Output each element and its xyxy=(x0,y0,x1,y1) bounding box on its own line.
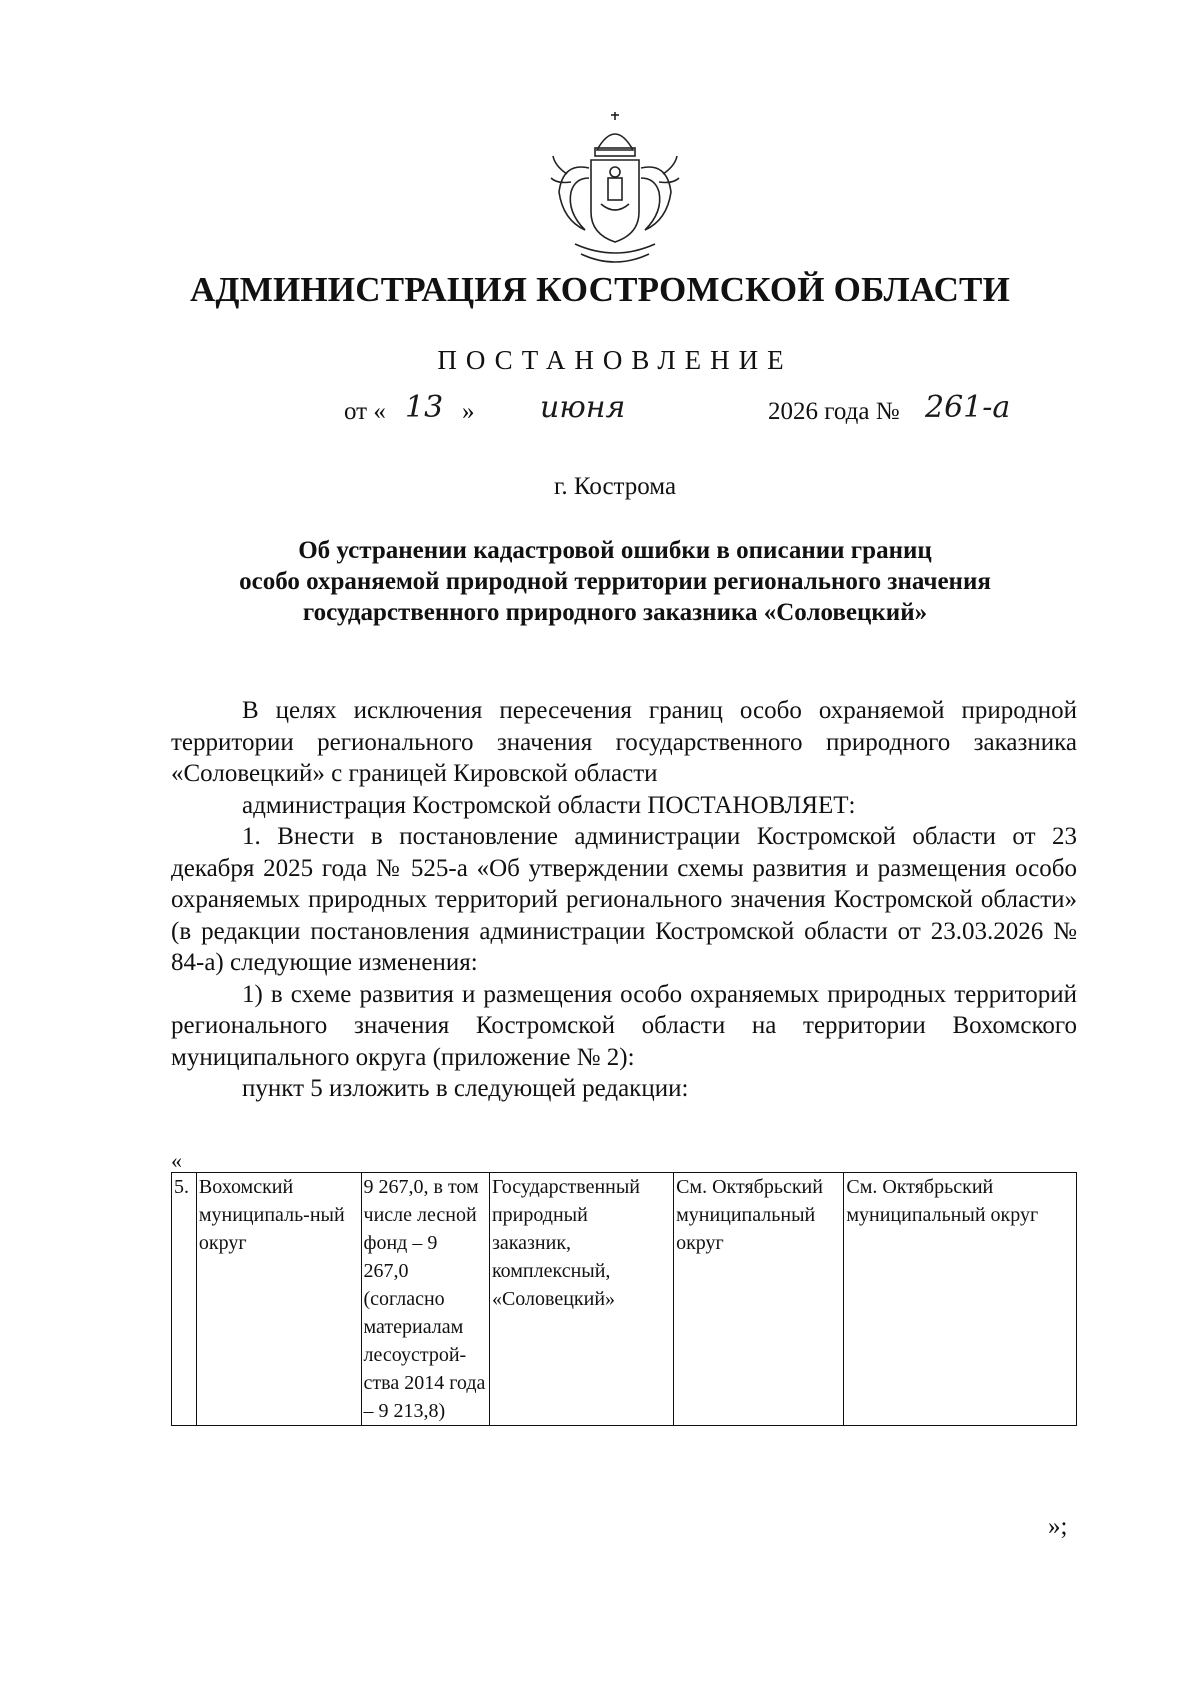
body-text xyxy=(171,695,1077,1105)
paragraph-item-1: 1. Внести в постановление администрации Костромской области от 23 декабря 2025 года № 525-а «Об утверждении схемы развития и размещения особо охраняемых природных территорий регионального значения Костромской области» (в редакции постановления администрации Костромской области от 23.03.2026 № 84-а) следующие изменения: xyxy=(171,823,1077,976)
document-title xyxy=(140,535,1090,628)
title-line: государственного природного заказника «Соловецкий» xyxy=(302,599,928,626)
amendment-table xyxy=(171,1172,1077,1426)
title-line: особо охраняемой природной территории регионального значения xyxy=(239,568,991,595)
cell-see-2: См. Октябрьский муниципальный округ xyxy=(844,1173,1077,1426)
opening-quote: « xyxy=(171,1148,182,1173)
kostroma-coat-of-arms-icon xyxy=(545,112,685,272)
city: г. Кострома xyxy=(553,473,677,500)
closing-quote: »; xyxy=(1048,1513,1068,1540)
cell-number: 5. xyxy=(172,1173,197,1426)
paragraph-subitem-1: 1) в схеме развития и размещения особо охраняемых природных территорий регионального значения Костромской области на территории Вохомского муниципального округа (приложение № 2): xyxy=(171,980,1077,1071)
paragraph-preamble: В целях исключения пересечения границ особо охраняемой природной территории регионального значения государственного природного заказника «Соловецкий» с границей Кировской области xyxy=(171,697,1077,787)
organization-name: АДМИНИСТРАЦИЯ КОСТРОМСКОЙ ОБЛАСТИ xyxy=(189,270,1011,309)
date-month-handwritten: июня xyxy=(540,390,626,425)
cell-see-1: См. Октябрьский муниципальный округ xyxy=(674,1173,844,1426)
paragraph-resolves: администрация Костромской области ПОСТАНОВЛЯЕТ: xyxy=(242,791,856,819)
document-type: ПОСТАНОВЛЕНИЕ xyxy=(437,345,793,375)
cell-type: Государственный природный заказник, комплексный, «Соловецкий» xyxy=(489,1173,673,1426)
date-year: 2026 года № xyxy=(768,398,900,425)
table-row xyxy=(172,1173,1077,1426)
document-number-handwritten: 261-а xyxy=(925,390,1011,425)
date-prefix: от « xyxy=(344,398,386,425)
cell-area: 9 267,0, в том числе лесной фонд – 9 267,0 (согласно материалам лесоустрой-ства 2014 года – 9 213,8) xyxy=(361,1173,489,1426)
title-line: Об устранении кадастровой ошибки в описании границ xyxy=(298,537,932,564)
date-day-handwritten: 13 xyxy=(405,390,444,425)
paragraph-point-5: пункт 5 изложить в следующей редакции: xyxy=(242,1075,689,1102)
date-mid: » xyxy=(462,398,475,425)
cell-district: Вохомский муниципаль-ный округ xyxy=(196,1173,361,1426)
